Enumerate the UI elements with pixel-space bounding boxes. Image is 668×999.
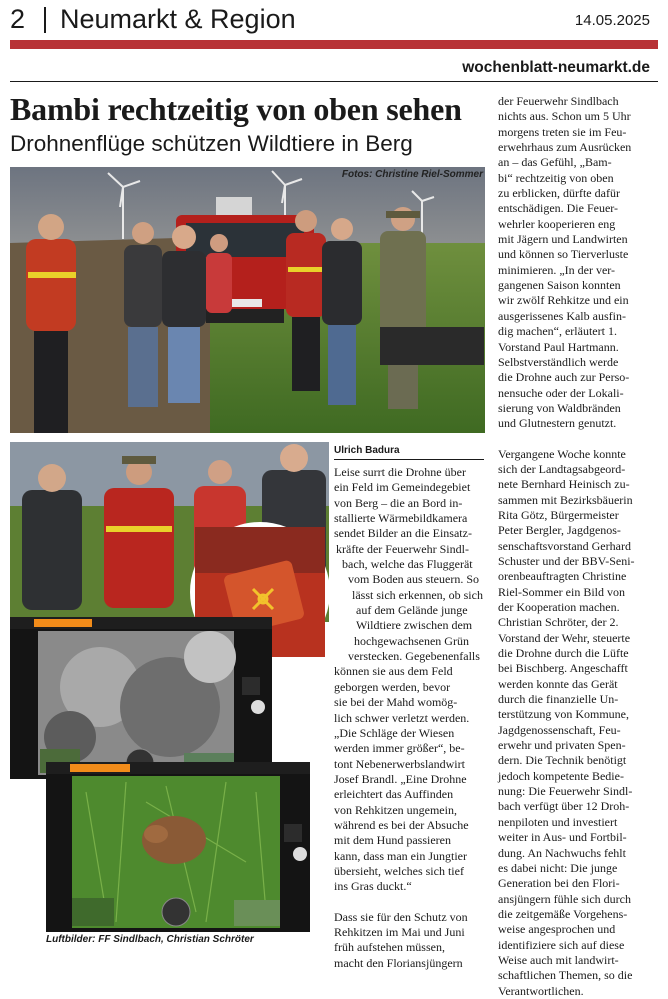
- text-line: Rehkitzen im Mai und Juni: [334, 924, 465, 939]
- text-line: und Glutnestern genutzt.: [498, 416, 617, 431]
- article-paragraph: [498, 94, 650, 432]
- text-line: vom Boden aus steuern. So: [348, 572, 479, 587]
- text-line: tont Nebenerwerbslandwirt: [334, 756, 465, 771]
- text-line: dern. Die Technik benötigt: [498, 753, 627, 768]
- text-line: Leise surrt die Drohne über: [334, 465, 466, 479]
- text-line: stallierte Wärmebildkamera: [334, 511, 468, 526]
- text-line: die Drohne durch die Lüfte: [498, 646, 629, 661]
- text-line: „Die Schläge der Wiesen: [334, 725, 455, 740]
- header-divider: [44, 7, 46, 33]
- text-line: und können so Tierverluste: [498, 247, 629, 262]
- text-line: gangenen Saison konnten: [498, 278, 621, 293]
- text-line: zu erblicken, dürfte dafür: [498, 186, 620, 201]
- text-line: minimieren. „In der ver-: [498, 262, 616, 277]
- text-line: verstecken. Gegebenenfalls: [348, 649, 480, 664]
- text-line: die zeitgemäße Vorgehens-: [498, 906, 628, 921]
- text-line: ausgerissenes Kalb ausfin-: [498, 308, 626, 323]
- fawn-screen-image: [46, 762, 310, 932]
- text-line: lässt sich erkennen, ob sich: [352, 587, 483, 602]
- text-line: senschaftsvorstand Gerhard: [498, 538, 631, 553]
- text-line: orenbeauftragten Christine: [498, 569, 627, 584]
- text-line: es dabei nicht: Die junge: [498, 860, 618, 875]
- text-line: mit dem Hund passieren: [334, 833, 451, 848]
- text-line: Riel-Sommer ein Bild von: [498, 584, 625, 599]
- text-line: bei Bischberg. Angeschafft: [498, 661, 628, 676]
- text-line: durch die finanzielle Un-: [498, 692, 619, 707]
- text-line: lich schwer verletzt werden.: [334, 710, 470, 725]
- text-line: Peter Bergler, Jagdgenos-: [498, 523, 621, 538]
- text-line: geborgen werden, bevor: [334, 679, 451, 694]
- text-line: identifiziere sich auf diese: [498, 937, 625, 952]
- article-subheadline: Drohnenflüge schützen Wildtiere in Berg: [10, 131, 413, 156]
- page-header: [10, 0, 658, 40]
- text-line: morgens treten sie im Feu-: [498, 124, 627, 139]
- group-photo-image: [10, 167, 485, 433]
- author-name: Ulrich Badura: [334, 445, 400, 456]
- fawn-screen: [46, 762, 310, 932]
- text-line: ins Gras duckt.“: [334, 879, 412, 894]
- text-line: Josef Brandl. „Eine Drohne: [334, 771, 467, 786]
- text-line: wir zwölf Rehkitze und ein: [498, 293, 629, 308]
- text-line: werden konnte das Gerät: [498, 676, 618, 691]
- thermal-screen-image: [10, 617, 272, 779]
- text-line: weiter in Aus- und Fortbil-: [498, 830, 627, 845]
- text-line: Generation bei den Flori-: [498, 876, 620, 891]
- text-line: erwehrhaus zum Ausrücken: [498, 140, 632, 155]
- text-line: kräfte der Feuerwehr Sindl-: [336, 541, 469, 556]
- text-line: sich der Landtagsabgeord-: [498, 461, 626, 476]
- text-line: von Berg – die an Bord in-: [334, 495, 463, 510]
- text-line: sendet Bilder an die Einsatz-: [334, 526, 472, 541]
- text-line: erwehr und privaten Spen-: [498, 738, 626, 753]
- text-line: hochgewachsenen Grün: [354, 633, 469, 648]
- text-line: Rita Götz, Bürgermeister: [498, 507, 619, 522]
- text-line: ein Feld im Gemeindegebiet: [334, 480, 471, 495]
- text-line: bach verfügt über 12 Droh-: [498, 799, 630, 814]
- text-line: nung: Die Feuerwehr Sindl-: [498, 784, 633, 799]
- text-line: macht den Floriansjüngern: [334, 955, 463, 970]
- text-line: Jagdgenossenschaft, Feu-: [498, 722, 621, 737]
- photo-credit: Fotos: Christine Riel-Sommer: [341, 169, 483, 180]
- text-line: erleichtert das Auffinden: [334, 787, 454, 802]
- text-line: Weise auch mit landwirt-: [498, 952, 619, 967]
- text-line: an – das Gefühl, „Bam-: [498, 155, 612, 170]
- text-line: Wildtiere zwischen dem: [356, 618, 473, 633]
- header-red-bar: [10, 40, 658, 49]
- text-line: Schuster und der BBV-Seni-: [498, 553, 635, 568]
- text-line: die Drohne auch zur Perso-: [498, 370, 630, 385]
- text-line: bi“ rechtzeitig von oben: [498, 170, 614, 185]
- article-column-right: [498, 94, 650, 999]
- text-line: jedoch kompetente Bedie-: [498, 768, 624, 783]
- text-line: nenpiloten und investiert: [498, 814, 618, 829]
- text-line: sie bei der Mahd womög-: [334, 695, 458, 710]
- text-line: von Rehkitzen ungemein,: [334, 802, 457, 817]
- text-line: bach, welche das Fluggerät: [342, 557, 473, 572]
- article-paragraph: [498, 447, 650, 999]
- article-column-middle: [334, 465, 484, 971]
- text-line: früh aufstehen müssen,: [334, 940, 445, 955]
- text-line: Christian Schröter, der 2.: [498, 615, 619, 630]
- text-line: übersieht, welches sich tief: [334, 863, 464, 878]
- text-line: schaftlichen Themen, so die: [498, 968, 633, 983]
- text-line: nensuche oder der Lokali-: [498, 385, 624, 400]
- thermal-screen: [10, 617, 272, 779]
- text-line: der Kooperation machen.: [498, 600, 620, 614]
- text-line: dung. An Nachwuchs fehlt: [498, 845, 626, 860]
- text-line: weise angesprochen und: [498, 922, 616, 937]
- text-line: Dass sie für den Schutz von: [334, 909, 468, 924]
- website-link[interactable]: wochenblatt-neumarkt.de: [462, 59, 650, 76]
- author-rule: [334, 459, 484, 460]
- article-paragraph: [334, 910, 484, 971]
- header-rule: [10, 81, 658, 82]
- text-line: mit Jägern und Landwirten: [498, 232, 628, 247]
- text-line: Selbstverständlich werde: [498, 354, 619, 369]
- text-line: Vorstand der Wehr, steuerte: [498, 630, 631, 645]
- text-line: nichts aus. Schon um 5 Uhr: [498, 109, 631, 124]
- group-photo: [10, 167, 485, 433]
- text-line: Vorstand Paul Hartmann.: [498, 339, 619, 354]
- text-line: der Feuerwehr Sindlbach: [498, 94, 619, 108]
- page-number: 2: [10, 4, 26, 34]
- text-line: Verantwortlichen.: [498, 983, 584, 998]
- text-line: werden immer größer“, be-: [334, 741, 465, 756]
- text-line: entschädigen. Die Feuer-: [498, 201, 619, 216]
- article-headline: Bambi rechtzeitig von oben sehen: [10, 91, 462, 127]
- text-line: während es bei der Absuche: [334, 817, 469, 832]
- section-title: Neumarkt & Region: [60, 4, 296, 34]
- text-line: sierung von Waldbränden: [498, 400, 621, 415]
- text-line: sammen mit Bezirksbäuerin: [498, 492, 633, 507]
- text-line: dig machen“, erläutert 1.: [498, 324, 617, 339]
- text-line: nete Bernhard Heinisch zu-: [498, 477, 630, 492]
- text-line: ansjüngern fühle sich durch: [498, 891, 631, 906]
- photo-caption: Luftbilder: FF Sindlbach, Christian Schröter: [46, 934, 254, 945]
- text-line: auf dem Gelände junge: [356, 603, 468, 618]
- text-line: wehrler kooperieren eng: [498, 216, 616, 231]
- issue-date: 14.05.2025: [574, 12, 650, 29]
- text-line: terstützung von Kommune,: [498, 707, 629, 722]
- text-line: Vergangene Woche konnte: [498, 446, 626, 461]
- article-paragraph: [334, 465, 484, 895]
- text-line: kann, dass man ein Jungtier: [334, 848, 467, 863]
- text-line: können sie aus dem Feld: [334, 664, 453, 679]
